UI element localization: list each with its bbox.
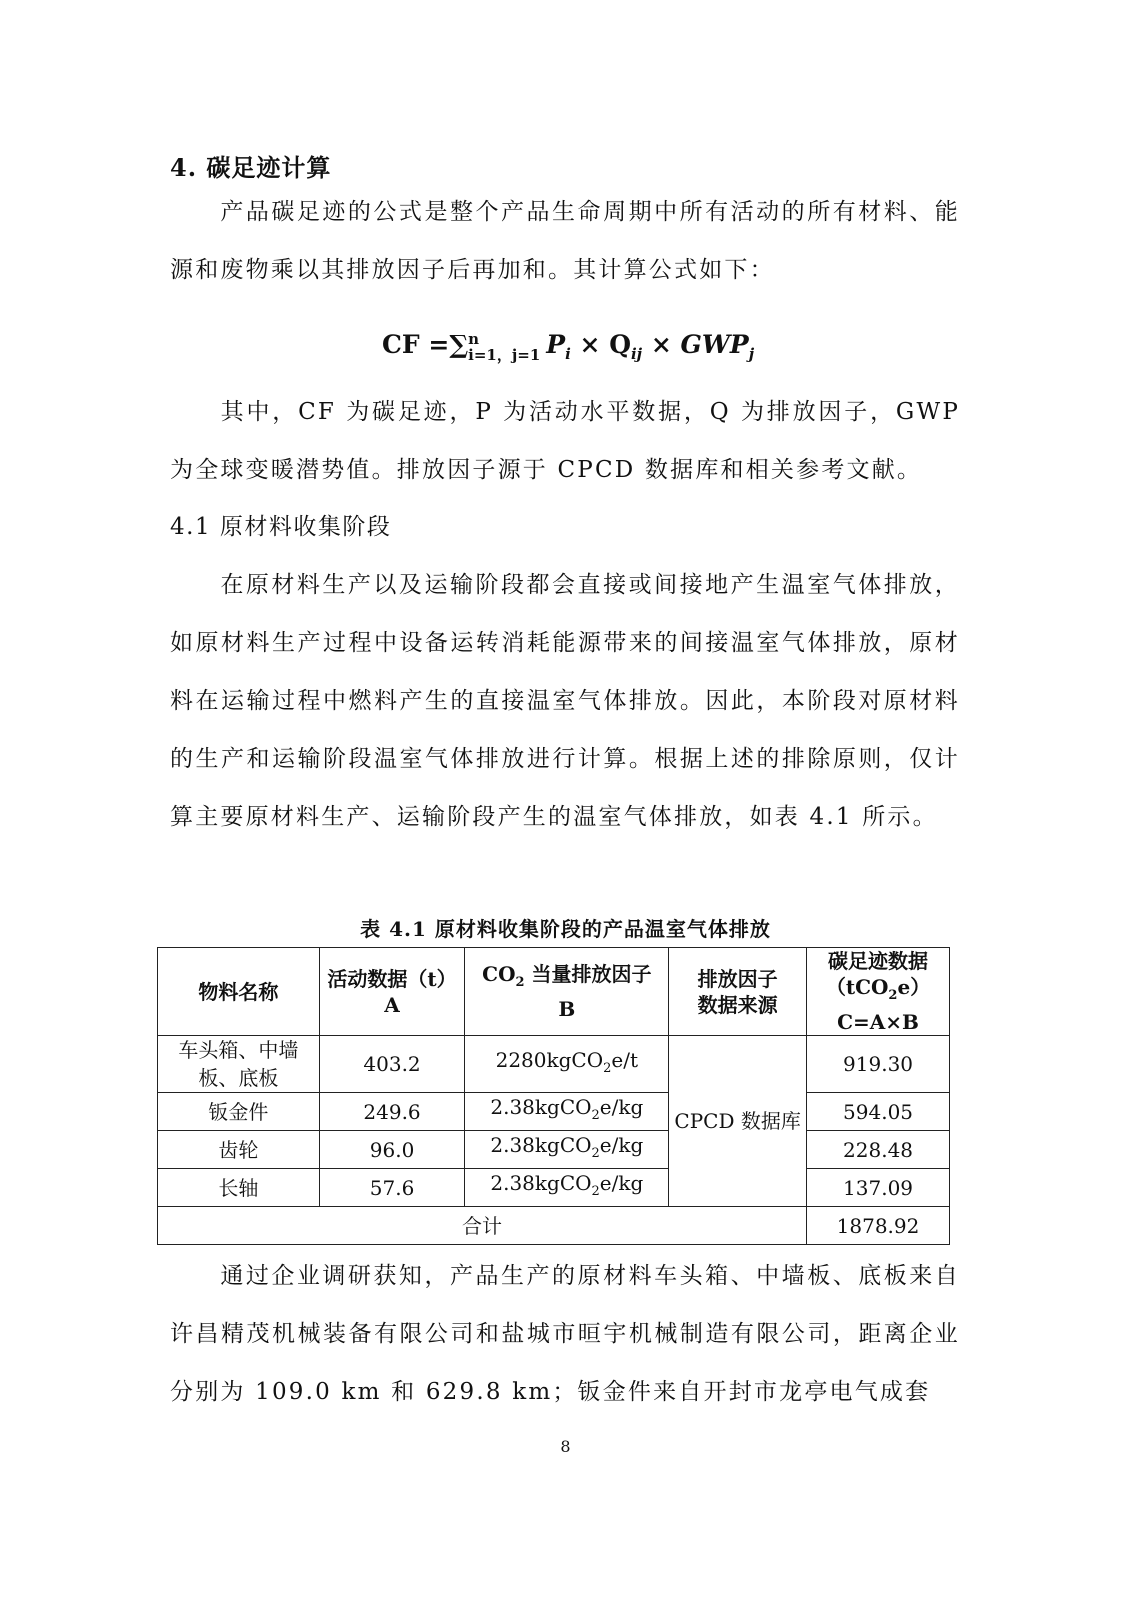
cell-name: 钣金件 (158, 1093, 320, 1131)
cell-name: 齿轮 (158, 1131, 320, 1169)
formula-q-sub: ij (630, 345, 643, 363)
formula-gwp-sub: j (748, 345, 755, 363)
total-value: 1878.92 (807, 1207, 950, 1245)
explanation-text: 其中，CF 为碳足迹，P 为活动水平数据，Q 为排放因子，GWP 为全球变暖潜势值。排放因子源于 CPCD 数据库和相关参考文献。 (170, 399, 960, 483)
cell-footprint: 594.05 (807, 1093, 950, 1131)
cell-factor: 2280kgCO$_2$e/t (465, 1036, 669, 1093)
header-footprint: 碳足迹数据 （tCO$_2$e） C=A×B (807, 948, 950, 1036)
table-total-row (158, 1207, 950, 1245)
intro-text: 产品碳足迹的公式是整个产品生命周期中所有活动的所有材料、能源和废物乘以其排放因子后再加和。其计算公式如下： (170, 199, 960, 283)
formula-sub: i=1，j=1 (468, 345, 541, 364)
carbon-footprint-formula (382, 330, 754, 363)
table-row (158, 1131, 950, 1169)
subsection-heading: 4.1 原材料收集阶段 (170, 514, 392, 540)
formula-sum: ∑ (449, 330, 469, 359)
cell-name: 长轴 (158, 1169, 320, 1207)
closing-text: 通过企业调研获知，产品生产的原材料车头箱、中墙板、底板来自许昌精茂机械装备有限公司和盐城市晅宇机械制造有限公司，距离企业分别为 109.0 km 和 629.8 km；钣金件来自开封市龙亭电气成套 (170, 1263, 960, 1405)
formula-lhs: CF = (382, 330, 450, 359)
cell-source: CPCD 数据库 (669, 1036, 807, 1207)
formula-p-sub: i (565, 345, 571, 363)
explanation-paragraph (170, 383, 960, 499)
cell-footprint: 137.09 (807, 1169, 950, 1207)
formula-sup: n (468, 329, 480, 348)
table-row (158, 1093, 950, 1131)
closing-paragraph (170, 1247, 960, 1421)
cell-factor: 2.38kgCO$_2$e/kg (465, 1169, 669, 1207)
table-caption: 表 4.1 原材料收集阶段的产品温室气体排放 (360, 917, 771, 941)
cell-activity: 96.0 (319, 1131, 465, 1169)
table-row (158, 1036, 950, 1093)
section-heading: 4. 碳足迹计算 (170, 153, 332, 182)
cell-factor: 2.38kgCO$_2$e/kg (465, 1131, 669, 1169)
formula-p: P (546, 330, 566, 359)
cell-activity: 249.6 (319, 1093, 465, 1131)
total-label: 合计 (158, 1207, 807, 1245)
header-activity: 活动数据（t） A (319, 948, 465, 1036)
intro-paragraph (170, 183, 960, 299)
header-factor: $CO_2$ 当量排放因子 B (465, 948, 669, 1036)
formula-q: Q (609, 330, 631, 359)
cell-activity: 403.2 (319, 1036, 465, 1093)
header-material-name: 物料名称 (158, 948, 320, 1036)
cell-footprint: 919.30 (807, 1036, 950, 1093)
formula-times-2: × (650, 330, 672, 359)
formula-gwp: GWP (680, 330, 749, 359)
page-number: 8 (560, 1437, 571, 1456)
cell-name: 车头箱、中墙板、底板 (158, 1036, 320, 1093)
header-source: 排放因子 数据来源 (669, 948, 807, 1036)
cell-factor: 2.38kgCO$_2$e/kg (465, 1093, 669, 1131)
emissions-table (157, 947, 950, 1245)
formula-times-1: × (579, 330, 601, 359)
table-header-row (158, 948, 950, 1036)
section-paragraph (170, 556, 960, 846)
table-row (158, 1169, 950, 1207)
cell-footprint: 228.48 (807, 1131, 950, 1169)
cell-activity: 57.6 (319, 1169, 465, 1207)
section-text: 在原材料生产以及运输阶段都会直接或间接地产生温室气体排放，如原材料生产过程中设备运转消耗能源带来的间接温室气体排放，原材料在运输过程中燃料产生的直接温室气体排放。因此，本阶段对原材料的生产和运输阶段温室气体排放进行计算。根据上述的排除原则，仅计算主要原材料生产、运输阶段产生的温室气体排放，如表 4.1 所示。 (170, 572, 960, 830)
